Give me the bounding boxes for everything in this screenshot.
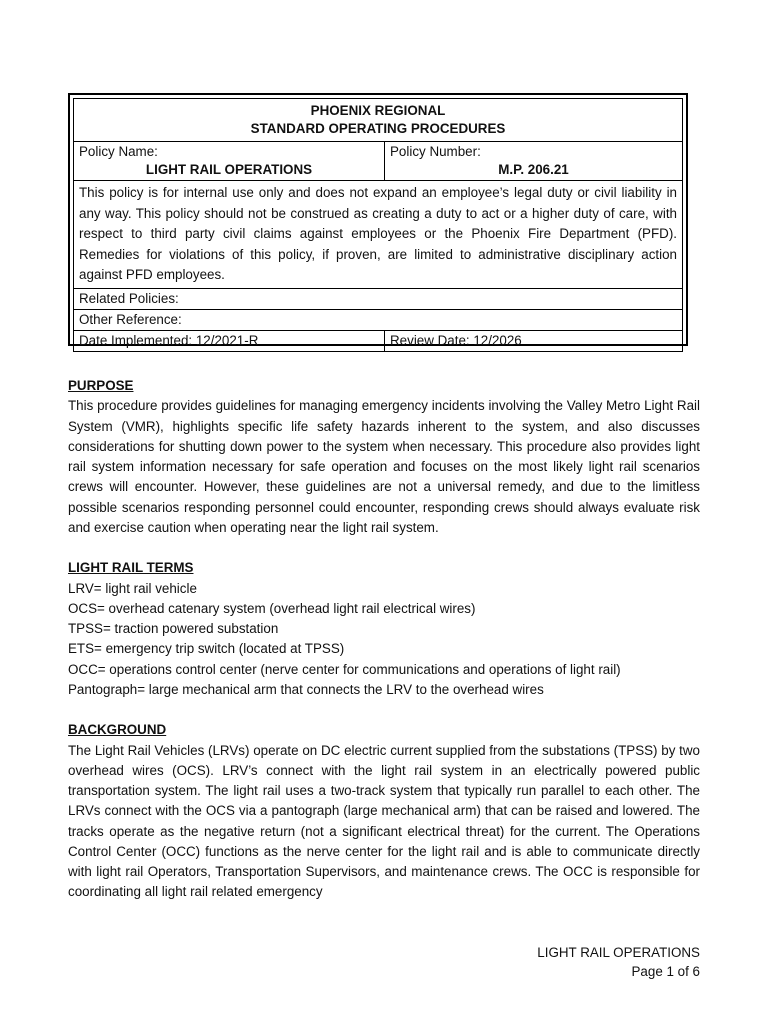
background-heading: BACKGROUND — [68, 722, 167, 738]
purpose-heading: PURPOSE — [68, 378, 134, 393]
term-tpss: TPSS= traction powered substation — [68, 621, 279, 636]
purpose-text: This procedure provides guidelines for managing emergency incidents involving the Valley Metro Light Rail System (VMR), highlights specific life safety hazards inherent to the system, and also discusses considerations for shutting down power to the system when necessary. This procedure also provides light rail system information necessary for safe operation and focuses on the most likely light rail scenarios crews will encounter. However, these guidelines are not a universal remedy, and due to the limitless possible scenarios responding personnel could encounter, responding crews should always evaluate risk and exercise caution when operating near the light rail system. — [68, 398, 700, 535]
footer-title: LIGHT RAIL OPERATIONS — [537, 945, 700, 960]
page-footer — [537, 943, 700, 981]
term-occ: OCC= operations control center (nerve center for communications and operations of light rail) — [68, 661, 621, 677]
term-lrv: LRV= light rail vehicle — [68, 580, 197, 596]
policy-header-table — [73, 98, 683, 352]
policy-name-cell — [74, 142, 385, 181]
date-implemented: Date Implemented: 12/2021-R — [74, 330, 385, 351]
terms-heading: LIGHT RAIL TERMS — [68, 560, 194, 576]
term-ets: ETS= emergency trip switch (located at TPSS) — [68, 641, 345, 657]
policy-name: LIGHT RAIL OPERATIONS — [145, 162, 313, 177]
review-date: Review Date: 12/2026 — [385, 330, 683, 351]
other-reference: Other Reference: — [74, 309, 683, 330]
org-name: PHOENIX REGIONAL — [310, 103, 446, 118]
policy-number: M.P. 206.21 — [498, 162, 569, 177]
header-title-cell — [74, 99, 683, 142]
term-pantograph: Pantograph= large mechanical arm that connects the LRV to the overhead wires — [68, 681, 544, 697]
policy-header-box — [68, 93, 688, 346]
page-number: Page 1 of 6 — [631, 964, 700, 979]
policy-name-label: Policy Name: — [79, 144, 158, 159]
doc-type: STANDARD OPERATING PROCEDURES — [250, 121, 506, 136]
policy-number-label: Policy Number: — [390, 144, 481, 159]
document-body — [68, 376, 700, 903]
disclaimer: This policy is for internal use only and does not expand an employee’s legal duty or civil liability in any way. This policy should not be construed as creating a duty to act or a higher duty of care, with respect to third party civil claims against employees or the Phoenix Fire Department (PFD). Remedies for violations of this policy, if proven, are limited to administrative disciplinary action against PFD employees. — [74, 181, 683, 289]
term-ocs: OCS= overhead catenary system (overhead light rail electrical wires) — [68, 600, 476, 616]
related-policies: Related Policies: — [74, 288, 683, 309]
background-text: The Light Rail Vehicles (LRVs) operate on DC electric current supplied from the substations (TPSS) by two overhead wires (OCS). LRV’s connect with the light rail system in an electrically powered public transportation system. The light rail uses a two-track system that typically run parallel to each other. The LRVs connect with the OCS via a pantograph (large mechanical arm) that can be raised and lowered. The tracks operate as the negative return (not a significant electrical threat) for the current. The Operations Control Center (OCC) functions as the nerve center for the light rail and is able to communicate directly with light rail Operators, Transportation Supervisors, and maintenance crews. The OCC is responsible for coordinating all light rail related emergency — [68, 742, 700, 900]
policy-number-cell — [385, 142, 683, 181]
